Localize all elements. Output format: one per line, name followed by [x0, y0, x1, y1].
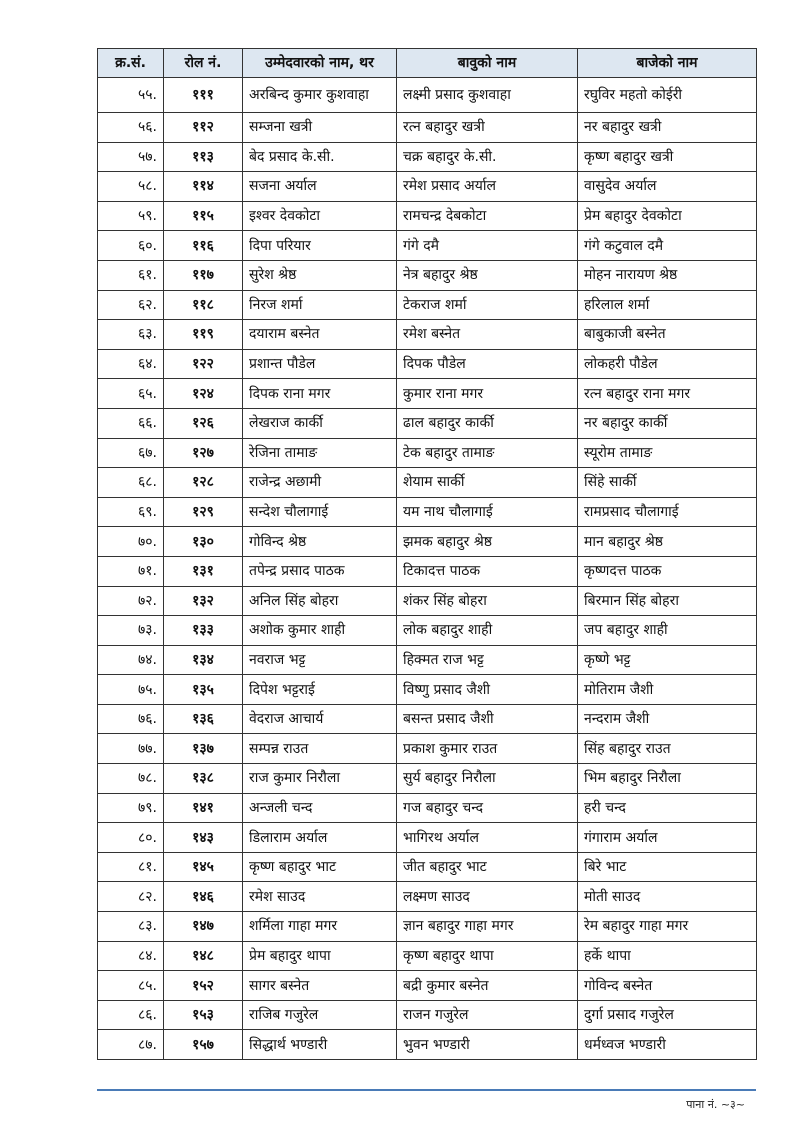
table-row: [98, 142, 757, 172]
serial-cell: ८०.: [98, 823, 164, 853]
father-name-cell: कुमार राना मगर: [397, 379, 578, 409]
roll-cell: ११५: [164, 201, 243, 231]
candidate-name-cell: सिद्धार्थ भण्डारी: [243, 1030, 397, 1060]
header-candidate-name: उम्मेदवारको नाम, थर: [243, 49, 397, 78]
candidate-name-cell: अरबिन्द कुमार कुशवाहा: [243, 78, 397, 113]
table-row: [98, 78, 757, 113]
candidate-name-cell: लेखराज कार्की: [243, 408, 397, 438]
serial-cell: ६१.: [98, 260, 164, 290]
serial-cell: ५६.: [98, 113, 164, 143]
grandfather-name-cell: स्यूरोम तामाङ: [578, 438, 757, 468]
grandfather-name-cell: गंगाराम अर्याल: [578, 823, 757, 853]
father-name-cell: नेत्र बहादुर श्रेष्ठ: [397, 260, 578, 290]
header-grandfather-name: बाजेको नाम: [578, 49, 757, 78]
roll-cell: ११६: [164, 231, 243, 261]
serial-cell: ७९.: [98, 793, 164, 823]
candidate-name-cell: सागर बस्नेत: [243, 971, 397, 1001]
serial-cell: ६२.: [98, 290, 164, 320]
candidate-name-cell: सुरेश श्रेष्ठ: [243, 260, 397, 290]
serial-cell: ६३.: [98, 320, 164, 350]
father-name-cell: शेयाम सार्की: [397, 468, 578, 498]
roll-cell: १११: [164, 78, 243, 113]
grandfather-name-cell: कृष्ण बहादुर खत्री: [578, 142, 757, 172]
table-row: [98, 675, 757, 705]
father-name-cell: सुर्य बहादुर निरौला: [397, 764, 578, 794]
table-row: [98, 1000, 757, 1030]
table-row: [98, 941, 757, 971]
candidate-name-cell: राज कुमार निरौला: [243, 764, 397, 794]
serial-cell: ६९.: [98, 497, 164, 527]
candidate-name-cell: सम्जना खत्री: [243, 113, 397, 143]
table-row: [98, 852, 757, 882]
serial-cell: ७५.: [98, 675, 164, 705]
table-row: [98, 616, 757, 646]
father-name-cell: गंगे दमै: [397, 231, 578, 261]
serial-cell: ५७.: [98, 142, 164, 172]
grandfather-name-cell: हरी चन्द: [578, 793, 757, 823]
table-row: [98, 290, 757, 320]
roll-cell: १२२: [164, 349, 243, 379]
roll-cell: १४१: [164, 793, 243, 823]
serial-cell: ८५.: [98, 971, 164, 1001]
table-row: [98, 1030, 757, 1060]
grandfather-name-cell: नन्दराम जैशी: [578, 704, 757, 734]
serial-cell: ८२.: [98, 882, 164, 912]
serial-cell: ८४.: [98, 941, 164, 971]
candidate-name-cell: सन्देश चौलागाई: [243, 497, 397, 527]
table-row: [98, 172, 757, 202]
father-name-cell: चक्र बहादुर के.सी.: [397, 142, 578, 172]
roll-cell: १३२: [164, 586, 243, 616]
header-roll: रोल नं.: [164, 49, 243, 78]
roll-cell: १३८: [164, 764, 243, 794]
serial-cell: ७३.: [98, 616, 164, 646]
roll-cell: ११९: [164, 320, 243, 350]
roll-cell: १३१: [164, 556, 243, 586]
roll-cell: १३३: [164, 616, 243, 646]
roll-cell: १२६: [164, 408, 243, 438]
grandfather-name-cell: बाबुकाजी बस्नेत: [578, 320, 757, 350]
serial-cell: ७०.: [98, 527, 164, 557]
candidate-name-cell: दिपक राना मगर: [243, 379, 397, 409]
serial-cell: ८१.: [98, 852, 164, 882]
roll-cell: १४५: [164, 852, 243, 882]
candidate-name-cell: प्रशान्त पौडेल: [243, 349, 397, 379]
father-name-cell: लक्ष्मी प्रसाद कुशवाहा: [397, 78, 578, 113]
grandfather-name-cell: कृष्णदत्त पाठक: [578, 556, 757, 586]
table-row: [98, 556, 757, 586]
serial-cell: ५५.: [98, 78, 164, 113]
father-name-cell: लोक बहादुर शाही: [397, 616, 578, 646]
candidate-table: [97, 48, 757, 1060]
grandfather-name-cell: वासुदेव अर्याल: [578, 172, 757, 202]
roll-cell: १२९: [164, 497, 243, 527]
candidate-name-cell: दयाराम बस्नेत: [243, 320, 397, 350]
table-row: [98, 438, 757, 468]
roll-cell: १२४: [164, 379, 243, 409]
serial-cell: ६७.: [98, 438, 164, 468]
grandfather-name-cell: रघुविर महतो कोईरी: [578, 78, 757, 113]
table-row: [98, 231, 757, 261]
table-row: [98, 882, 757, 912]
roll-cell: ११७: [164, 260, 243, 290]
table-row: [98, 586, 757, 616]
grandfather-name-cell: दुर्गा प्रसाद गजुरेल: [578, 1000, 757, 1030]
father-name-cell: बसन्त प्रसाद जैशी: [397, 704, 578, 734]
grandfather-name-cell: गंगे कटुवाल दमै: [578, 231, 757, 261]
father-name-cell: प्रकाश कुमार राउत: [397, 734, 578, 764]
serial-cell: ८६.: [98, 1000, 164, 1030]
grandfather-name-cell: हरिलाल शर्मा: [578, 290, 757, 320]
father-name-cell: दिपक पौडेल: [397, 349, 578, 379]
candidate-name-cell: दिपा परियार: [243, 231, 397, 261]
serial-cell: ७६.: [98, 704, 164, 734]
serial-cell: ७४.: [98, 645, 164, 675]
roll-cell: ११३: [164, 142, 243, 172]
table-row: [98, 734, 757, 764]
table-row: [98, 201, 757, 231]
candidate-name-cell: राजेन्द्र अछामी: [243, 468, 397, 498]
serial-cell: ६८.: [98, 468, 164, 498]
roll-cell: ११२: [164, 113, 243, 143]
candidate-name-cell: शर्मिला गाहा मगर: [243, 912, 397, 942]
grandfather-name-cell: कृष्णे भट्ट: [578, 645, 757, 675]
candidate-name-cell: अन्जली चन्द: [243, 793, 397, 823]
candidate-name-cell: निरज शर्मा: [243, 290, 397, 320]
father-name-cell: लक्ष्मण साउद: [397, 882, 578, 912]
candidate-name-cell: रमेश साउद: [243, 882, 397, 912]
serial-cell: ७२.: [98, 586, 164, 616]
roll-cell: १३७: [164, 734, 243, 764]
father-name-cell: टिकादत्त पाठक: [397, 556, 578, 586]
candidate-name-cell: बेद प्रसाद के.सी.: [243, 142, 397, 172]
table-row: [98, 527, 757, 557]
father-name-cell: बद्री कुमार बस्नेत: [397, 971, 578, 1001]
father-name-cell: भुवन भण्डारी: [397, 1030, 578, 1060]
table-header-row: [98, 49, 757, 78]
candidate-name-cell: तपेन्द्र प्रसाद पाठक: [243, 556, 397, 586]
candidate-name-cell: अनिल सिंह बोहरा: [243, 586, 397, 616]
grandfather-name-cell: सिंहे सार्की: [578, 468, 757, 498]
table-body: [98, 78, 757, 1060]
roll-cell: १४३: [164, 823, 243, 853]
roll-cell: १४८: [164, 941, 243, 971]
roll-cell: १३५: [164, 675, 243, 705]
father-name-cell: ढाल बहादुर कार्की: [397, 408, 578, 438]
grandfather-name-cell: मोहन नारायण श्रेष्ठ: [578, 260, 757, 290]
serial-cell: ६५.: [98, 379, 164, 409]
serial-cell: ५८.: [98, 172, 164, 202]
header-father-name: बावुको नाम: [397, 49, 578, 78]
table-row: [98, 645, 757, 675]
father-name-cell: रामचन्द्र देबकोटा: [397, 201, 578, 231]
candidate-name-cell: सजना अर्याल: [243, 172, 397, 202]
table-row: [98, 113, 757, 143]
candidate-name-cell: सम्पन्न राउत: [243, 734, 397, 764]
grandfather-name-cell: हर्के थापा: [578, 941, 757, 971]
serial-cell: ७७.: [98, 734, 164, 764]
grandfather-name-cell: मोती साउद: [578, 882, 757, 912]
serial-cell: ६०.: [98, 231, 164, 261]
candidate-name-cell: रेजिना तामाङ: [243, 438, 397, 468]
grandfather-name-cell: सिंह बहादुर राउत: [578, 734, 757, 764]
roll-cell: १३०: [164, 527, 243, 557]
table-row: [98, 497, 757, 527]
father-name-cell: भागिरथ अर्याल: [397, 823, 578, 853]
father-name-cell: ज्ञान बहादुर गाहा मगर: [397, 912, 578, 942]
header-serial: क्र.सं.: [98, 49, 164, 78]
serial-cell: ८७.: [98, 1030, 164, 1060]
roll-cell: ११८: [164, 290, 243, 320]
candidate-name-cell: वेदराज आचार्य: [243, 704, 397, 734]
roll-cell: १३६: [164, 704, 243, 734]
table-row: [98, 320, 757, 350]
table-row: [98, 793, 757, 823]
grandfather-name-cell: भिम बहादुर निरौला: [578, 764, 757, 794]
grandfather-name-cell: धर्मध्वज भण्डारी: [578, 1030, 757, 1060]
grandfather-name-cell: रेम बहादुर गाहा मगर: [578, 912, 757, 942]
father-name-cell: कृष्ण बहादुर थापा: [397, 941, 578, 971]
father-name-cell: शंकर सिंह बोहरा: [397, 586, 578, 616]
candidate-name-cell: डिलाराम अर्याल: [243, 823, 397, 853]
roll-cell: १४७: [164, 912, 243, 942]
page-number: पाना नं. ~३~: [686, 1098, 745, 1111]
roll-cell: १५३: [164, 1000, 243, 1030]
roll-cell: १५७: [164, 1030, 243, 1060]
table-row: [98, 912, 757, 942]
table-row: [98, 971, 757, 1001]
serial-cell: ८३.: [98, 912, 164, 942]
table-row: [98, 704, 757, 734]
roll-cell: ११४: [164, 172, 243, 202]
roll-cell: १३४: [164, 645, 243, 675]
table-row: [98, 764, 757, 794]
candidate-name-cell: नवराज भट्ट: [243, 645, 397, 675]
roll-cell: १५२: [164, 971, 243, 1001]
candidate-name-cell: कृष्ण बहादुर भाट: [243, 852, 397, 882]
table-row: [98, 468, 757, 498]
father-name-cell: विष्णु प्रसाद जैशी: [397, 675, 578, 705]
father-name-cell: टेकराज शर्मा: [397, 290, 578, 320]
father-name-cell: जीत बहादुर भाट: [397, 852, 578, 882]
grandfather-name-cell: बिरमान सिंह बोहरा: [578, 586, 757, 616]
table-row: [98, 379, 757, 409]
grandfather-name-cell: लोकहरी पौडेल: [578, 349, 757, 379]
father-name-cell: राजन गजुरेल: [397, 1000, 578, 1030]
candidate-name-cell: इश्वर देवकोटा: [243, 201, 397, 231]
grandfather-name-cell: मान बहादुर श्रेष्ठ: [578, 527, 757, 557]
table-row: [98, 408, 757, 438]
serial-cell: ७८.: [98, 764, 164, 794]
candidate-name-cell: अशोक कुमार शाही: [243, 616, 397, 646]
table-row: [98, 349, 757, 379]
father-name-cell: टेक बहादुर तामाङ: [397, 438, 578, 468]
serial-cell: ५९.: [98, 201, 164, 231]
grandfather-name-cell: रामप्रसाद चौलागाई: [578, 497, 757, 527]
footer-rule: [97, 1089, 756, 1091]
candidate-name-cell: दिपेश भट्टराई: [243, 675, 397, 705]
serial-cell: ६४.: [98, 349, 164, 379]
grandfather-name-cell: प्रेम बहादुर देवकोटा: [578, 201, 757, 231]
grandfather-name-cell: रत्न बहादुर राना मगर: [578, 379, 757, 409]
table-row: [98, 260, 757, 290]
grandfather-name-cell: नर बहादुर कार्की: [578, 408, 757, 438]
father-name-cell: यम नाथ चौलागाई: [397, 497, 578, 527]
grandfather-name-cell: गोविन्द बस्नेत: [578, 971, 757, 1001]
father-name-cell: रमेश प्रसाद अर्याल: [397, 172, 578, 202]
grandfather-name-cell: नर बहादुर खत्री: [578, 113, 757, 143]
table-row: [98, 823, 757, 853]
roll-cell: १२८: [164, 468, 243, 498]
serial-cell: ७१.: [98, 556, 164, 586]
father-name-cell: गज बहादुर चन्द: [397, 793, 578, 823]
father-name-cell: रमेश बस्नेत: [397, 320, 578, 350]
grandfather-name-cell: जप बहादुर शाही: [578, 616, 757, 646]
grandfather-name-cell: मोतिराम जैशी: [578, 675, 757, 705]
candidate-name-cell: राजिब गजुरेल: [243, 1000, 397, 1030]
grandfather-name-cell: बिरे भाट: [578, 852, 757, 882]
father-name-cell: हिक्मत राज भट्ट: [397, 645, 578, 675]
father-name-cell: रत्न बहादुर खत्री: [397, 113, 578, 143]
father-name-cell: झमक बहादुर श्रेष्ठ: [397, 527, 578, 557]
candidate-name-cell: गोविन्द श्रेष्ठ: [243, 527, 397, 557]
serial-cell: ६६.: [98, 408, 164, 438]
candidate-name-cell: प्रेम बहादुर थापा: [243, 941, 397, 971]
roll-cell: १४६: [164, 882, 243, 912]
roll-cell: १२७: [164, 438, 243, 468]
